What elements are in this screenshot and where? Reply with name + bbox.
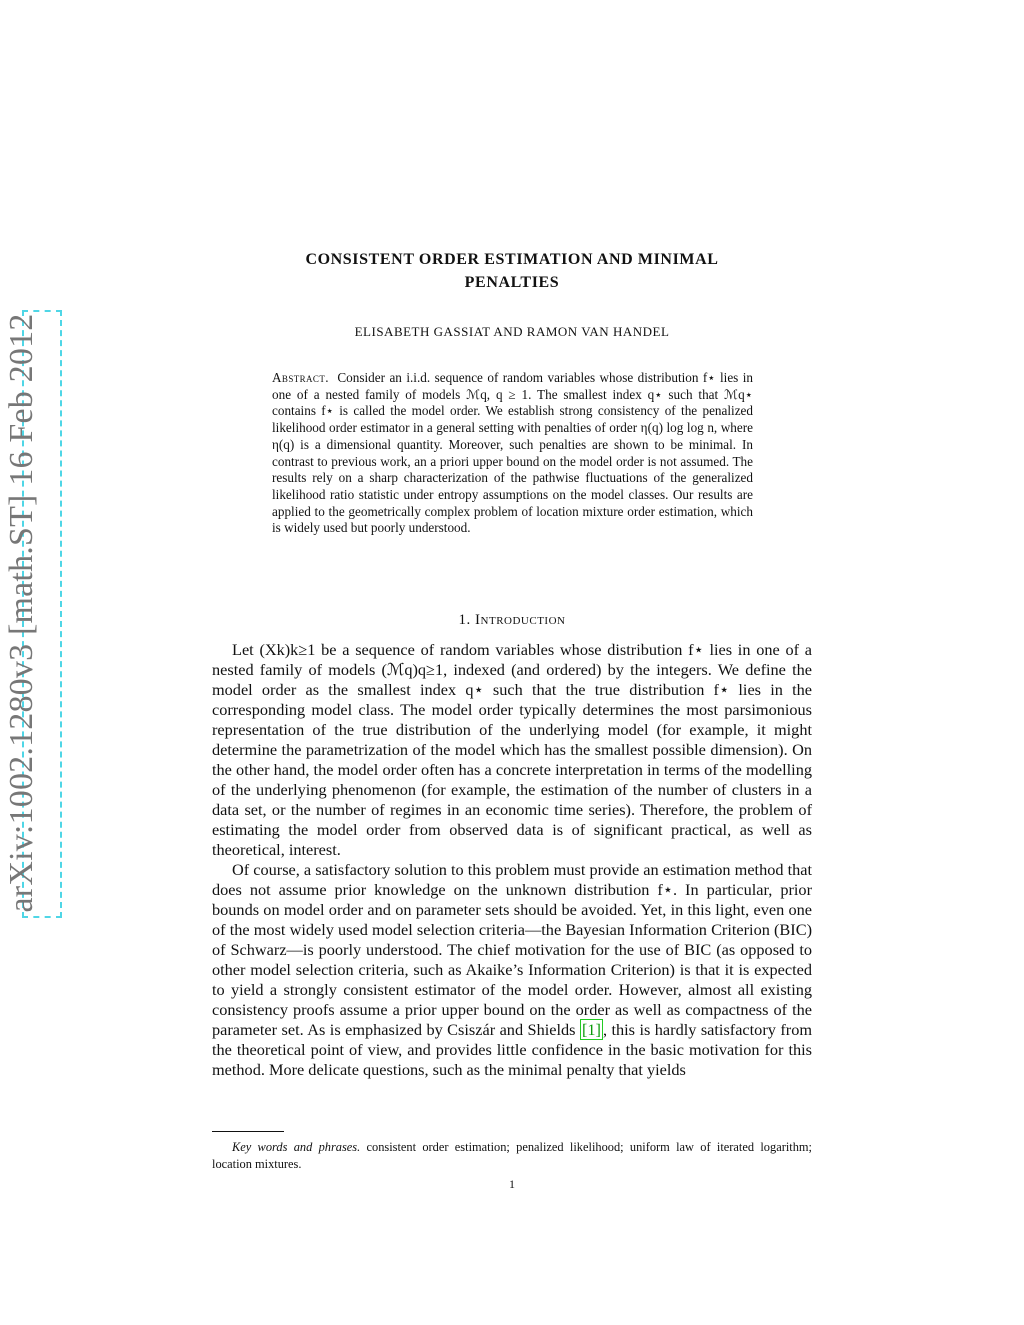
citation-link[interactable]: [1]: [581, 1020, 601, 1039]
abstract-text: Consider an i.i.d. sequence of random variables whose distribution f⋆ lies in one of a nested family of models ℳq, q ≥ 1. The smallest index q⋆ such that ℳq⋆ contains f⋆ is called the model order. We establish strong consistency of the penalized likelihood order estimator in a general setting with penalties of order η(q) log log n, where η(q) is a dimensional quantity. Moreover, such penalties are shown to be minimal. In contrast to previous work, an a priori upper bound on the model order is not assumed. The results rely on a sharp characterization of the pathwise fluctuations of the generalized likelihood ratio statistic under entropy assumptions on the model classes. Our results are applied to the geometrically complex problem of location mixture order estimation, which is widely used but poorly understood.: [272, 370, 754, 536]
title-line-1: CONSISTENT ORDER ESTIMATION AND MINIMAL: [305, 251, 719, 268]
footnote-rule: [212, 1131, 284, 1132]
section-heading: [200, 612, 824, 629]
footnote-text: consistent order estimation; penalized likelihood; uniform law of iterated logarithm; location mixtures.: [212, 1140, 812, 1171]
authors: ELISABETH GASSIAT AND RAMON VAN HANDEL: [354, 324, 670, 339]
paragraph-text: Of course, a satisfactory solution to this problem must provide an estimation method that does not assume prior knowledge on the unknown distribution f⋆. In particular, prior bounds on model order and on parameter sets should be avoided. Yet, in this light, even one of the most widely used model selection criteria—the Bayesian Information Criterion (BIC) of Schwarz—is poorly understood. The chief motivation for the use of BIC (as opposed to other model selection criteria, such as Akaike’s Information Criterion) is that it is expected to yield a strongly consistent estimator of the model order. However, almost all existing consistency proofs assume a prior upper bound on the order as well as compactness of the parameter set. As is emphasized by Csiszár and Shields: [212, 860, 812, 1039]
paragraph: [212, 860, 812, 1080]
page-number: 1: [509, 1177, 515, 1191]
title-line-2: PENALTIES: [464, 274, 560, 291]
paper-title: [200, 248, 824, 294]
section-number: 1.: [458, 612, 471, 628]
paragraph-text: , this is hardly satisfactory from the theoretical point of view, and provides little confidence in the basic motivation for this method. More delicate questions, such as the minimal penalty that yields: [212, 1020, 812, 1079]
abstract-label: Abstract.: [272, 370, 329, 385]
body-text: [212, 640, 812, 1080]
footnote: [212, 1139, 812, 1173]
arxiv-identifier: arXiv:1002.1280v3 [math.ST] 16 Feb 2012: [3, 313, 40, 913]
abstract: [272, 370, 753, 537]
paragraph: Let (Xk)k≥1 be a sequence of random variables whose distribution f⋆ lies in one of a nested family of models (ℳq)q≥1, indexed (and ordered) by the integers. We define the model order as the smallest index q⋆ such that the true distribution f⋆ lies in the corresponding model class. The model order typically determines the most parsimonious representation of the true distribution of the underlying model (for example, it might determine the parametrization of the model which has the smallest possible dimension). On the other hand, the model order often has a concrete interpretation in terms of the modelling of the underlying phenomenon (for example, the estimation of the number of clusters in a data set, or the number of regimes in an economic time series). Therefore, the problem of estimating the model order from observed data is of significant practical, as well as theoretical, interest.: [212, 640, 812, 859]
footnote-label: Key words and phrases.: [232, 1140, 361, 1154]
section-name: Introduction: [475, 612, 566, 628]
